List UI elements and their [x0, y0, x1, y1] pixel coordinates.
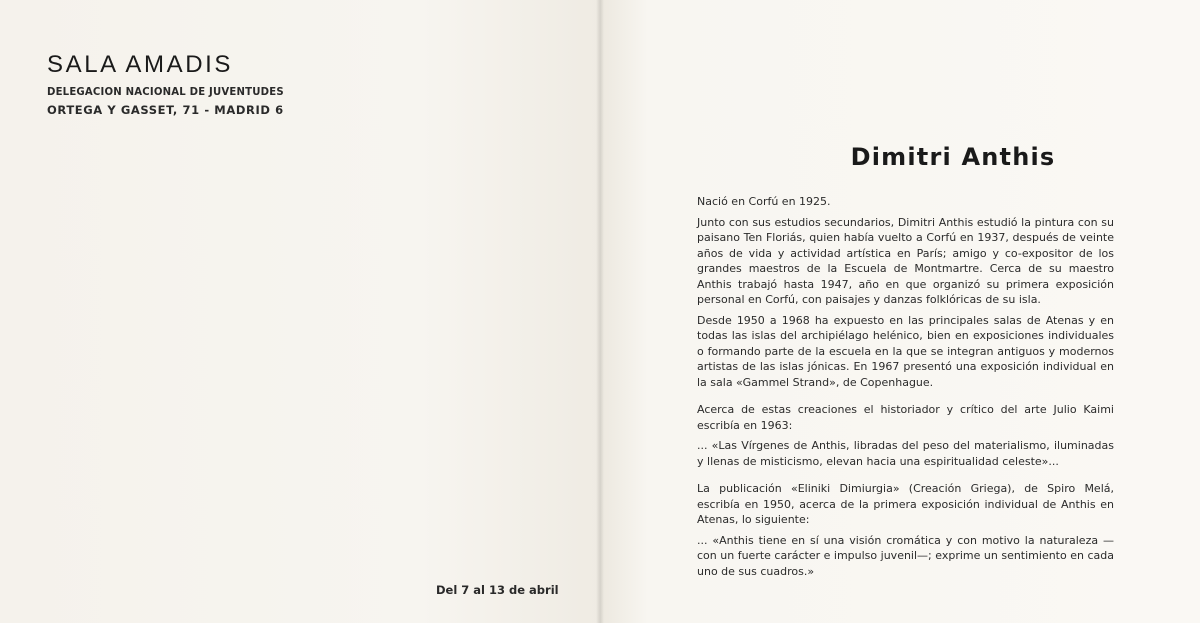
artist-biography: [697, 194, 1114, 584]
bio-paragraph-publication-intro: La publicación «Eliniki Dimiurgia» (Creación Griega), de Spiro Melá, escribía en 1950, acerca de la primera exposición individual de Anthis en Atenas, lo siguiente:: [697, 482, 1114, 526]
bio-paragraph-birth: Nació en Corfú en 1925.: [697, 195, 831, 208]
bio-quote-publication: ... «Anthis tiene en sí una visión cromática y con motivo la naturaleza —con un fuerte carácter e impulso juvenil—; exprime un sentimiento en cada uno de sus cuadros.»: [697, 533, 1114, 578]
page-fold: [596, 0, 604, 623]
gallery-header: [47, 50, 304, 117]
gallery-address: ORTEGA Y GASSET, 71 - MADRID 6: [47, 103, 284, 117]
right-page: [600, 0, 1200, 623]
bio-paragraph-exhibitions: Desde 1950 a 1968 ha expuesto en las principales salas de Atenas y en todas las islas del archipiélago helénico, bien en exposiciones individuales o formando parte de la escuela en la que se integran antiguos y modernos artistas de las islas jónicas. En 1967 presentó una exposición individual en la sala «Gammel Strand», de Copenhague.: [697, 313, 1114, 389]
gallery-name: SALA AMADIS: [47, 51, 234, 78]
artist-name: Dimitri Anthis: [850, 143, 1056, 171]
bio-paragraph-critic-intro: Acerca de estas creaciones el historiador y crítico del arte Julio Kaimi escribía en 1963:: [697, 403, 1114, 432]
bio-paragraph-studies: Junto con sus estudios secundarios, Dimitri Anthis estudió la pintura con su paisano Ten Floriás, quien había vuelto a Corfú en 1937, después de veinte años de vida y actividad artística en París; amigo y co-expositor de los grandes maestros de la Escuela de Montmartre. Cerca de su maestro Anthis trabajó hasta 1947, año en que organizó su primera exposición personal en Corfú, con paisajes y danzas folklóricas de su isla.: [697, 215, 1114, 306]
bio-quote-kaimi: ... «Las Vírgenes de Anthis, libradas del peso del materialismo, iluminadas y llenas de misticismo, elevan hacia una espiritualidad celeste»...: [697, 439, 1114, 468]
exhibition-dates: Del 7 al 13 de abril: [436, 583, 559, 597]
gallery-subtitle: DELEGACION NACIONAL DE JUVENTUDES: [47, 85, 284, 98]
